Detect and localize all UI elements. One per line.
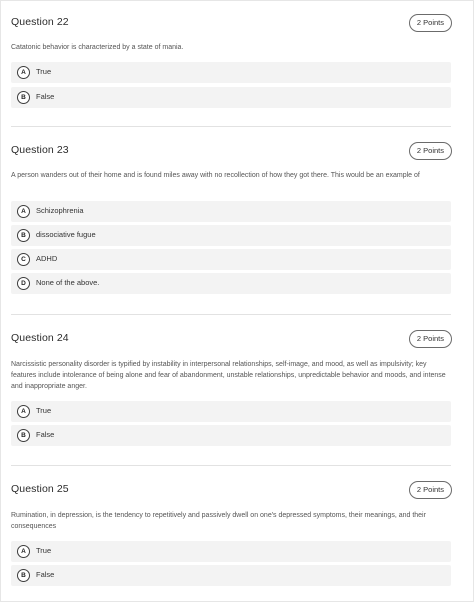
answer-option-a[interactable]	[11, 201, 451, 222]
question-title: Question 24	[11, 332, 69, 344]
option-letter: D	[17, 277, 30, 290]
question-header	[11, 142, 474, 162]
option-letter: B	[17, 229, 30, 242]
answer-option-a[interactable]	[11, 541, 451, 562]
option-label: None of the above.	[36, 278, 100, 287]
question-header	[11, 481, 474, 501]
question-prompt: A person wanders out of their home and is found miles away with no recollection of how they got there. This would be an example of	[11, 172, 420, 179]
question-header	[11, 14, 474, 34]
question-divider	[11, 314, 451, 315]
answer-option-b[interactable]	[11, 425, 451, 446]
points-badge: 2 Points	[409, 142, 452, 160]
question-prompt: Rumination, in depression, is the tendency to repetitively and passively dwell on one's depressed symptoms, their meanings, and their consequences	[11, 512, 426, 530]
option-letter: A	[17, 545, 30, 558]
option-label: False	[36, 430, 55, 439]
points-badge: 2 Points	[409, 481, 452, 499]
answer-option-c[interactable]	[11, 249, 451, 270]
question-divider	[11, 465, 451, 466]
answer-option-b[interactable]	[11, 565, 451, 586]
points-badge: 2 Points	[409, 330, 452, 348]
question-prompt: Narcissistic personality disorder is typified by instability in interpersonal relationships, self-image, and mood, as well as impulsivity; key features include intolerance of being alone and fear of abandonment, unstable relationships, unpredictable behavior and moods, and intense and inappropriate anger.	[11, 361, 446, 390]
question-divider	[11, 126, 451, 127]
points-badge: 2 Points	[409, 14, 452, 32]
question-title: Question 22	[11, 16, 69, 28]
option-label: True	[36, 67, 52, 76]
question-header	[11, 330, 474, 350]
answer-option-a[interactable]	[11, 401, 451, 422]
option-label: dissociative fugue	[36, 230, 96, 239]
option-label: False	[36, 570, 55, 579]
option-letter: A	[17, 405, 30, 418]
answer-option-b[interactable]	[11, 87, 451, 108]
option-letter: B	[17, 429, 30, 442]
option-letter: B	[17, 569, 30, 582]
question-prompt: Catatonic behavior is characterized by a state of mania.	[11, 44, 184, 51]
question-title: Question 23	[11, 144, 69, 156]
answer-option-a[interactable]	[11, 62, 451, 83]
option-label: True	[36, 546, 52, 555]
option-label: False	[36, 92, 55, 101]
option-label: Schizophrenia	[36, 206, 84, 215]
option-letter: B	[17, 91, 30, 104]
question-title: Question 25	[11, 483, 69, 495]
option-letter: C	[17, 253, 30, 266]
answer-option-d[interactable]	[11, 273, 451, 294]
option-label: ADHD	[36, 254, 58, 263]
option-label: True	[36, 406, 52, 415]
option-letter: A	[17, 66, 30, 79]
answer-option-b[interactable]	[11, 225, 451, 246]
option-letter: A	[17, 205, 30, 218]
